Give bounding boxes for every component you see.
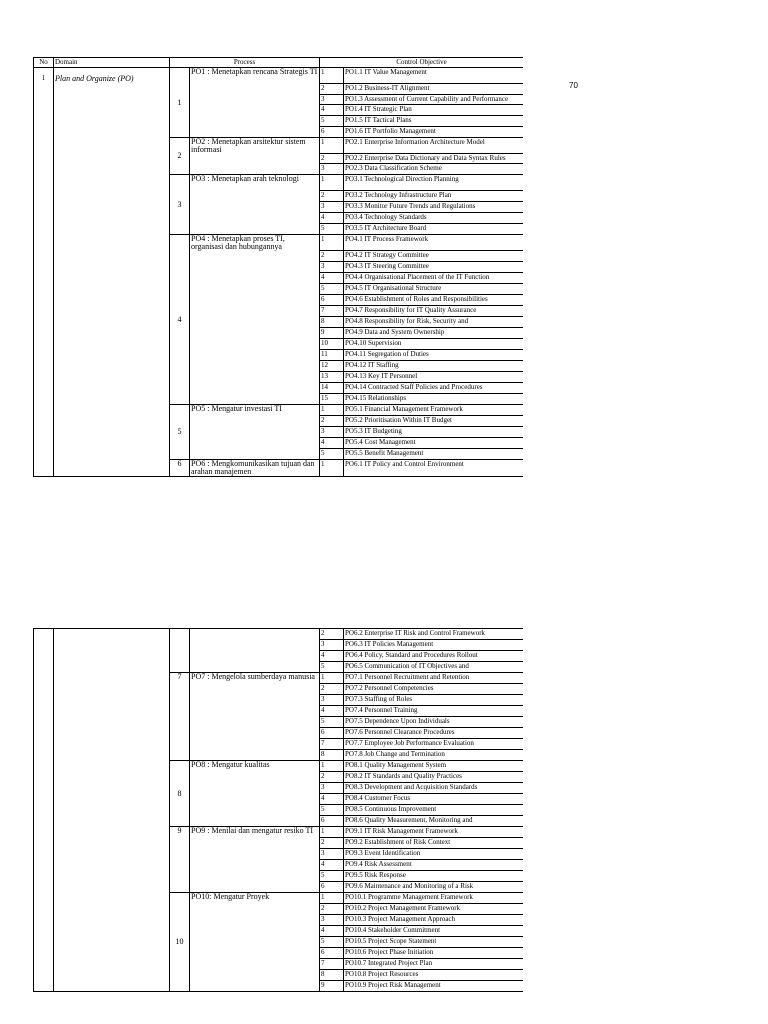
objective-number: 4: [320, 273, 344, 284]
control-objective: PO3.1 Technological Direction Planning: [344, 175, 523, 191]
objective-number: 12: [320, 361, 344, 372]
objective-number: 4: [320, 651, 344, 662]
control-objective: PO4.6 Establishment of Roles and Responsibilities: [344, 295, 523, 306]
control-objective: PO4.12 IT Staffing: [344, 361, 523, 372]
control-objective: PO5.4 Cost Management: [344, 438, 523, 449]
control-objective: PO7.7 Employee Job Performance Evaluation: [344, 739, 524, 750]
process-name: [190, 629, 320, 673]
objective-number: 6: [320, 882, 344, 893]
objective-number: 8: [320, 970, 344, 981]
process-name: PO5 : Mengatur investasi TI: [190, 405, 320, 460]
objective-number: 2: [320, 629, 344, 640]
table-row: [34, 629, 524, 640]
process-name: PO9 : Menilai dan mengatur resiko TI: [190, 827, 320, 893]
objective-number: 11: [320, 350, 344, 361]
control-objective: PO10.7 Integrated Project Plan: [344, 959, 524, 970]
control-objective: PO6.4 Policy, Standard and Procedures Rollout: [344, 651, 524, 662]
objective-number: 5: [320, 717, 344, 728]
objective-number: 1: [320, 673, 344, 684]
objective-number: 5: [320, 937, 344, 948]
objective-number: 3: [320, 915, 344, 926]
objective-number: 2: [320, 838, 344, 849]
header-control-objective: Control Objective: [320, 58, 523, 68]
control-objective: PO4.15 Relationships: [344, 394, 523, 405]
objective-number: 1: [320, 405, 344, 416]
control-objective: PO8.2 IT Standards and Quality Practices: [344, 772, 524, 783]
control-objective: PO7.1 Personnel Recruitment and Retention: [344, 673, 524, 684]
process-number: 6: [170, 460, 190, 477]
table-page-1: [33, 57, 523, 552]
objective-number: 15: [320, 394, 344, 405]
objective-number: 2: [320, 154, 344, 164]
control-objective: PO4.1 IT Process Framework: [344, 235, 523, 251]
objective-number: 8: [320, 750, 344, 761]
process-number: 2: [170, 138, 190, 175]
control-objective: PO7.8 Job Change and Termination: [344, 750, 524, 761]
objective-number: 6: [320, 948, 344, 959]
control-objective: PO10.6 Project Phase Initiation: [344, 948, 524, 959]
control-objective: PO3.4 Technology Standards: [344, 213, 523, 224]
control-objective: PO2.3 Data Classification Scheme: [344, 164, 523, 175]
control-objective: PO1.1 IT Value Management: [344, 68, 523, 84]
process-table-part-1: [33, 57, 523, 477]
control-objective: PO1.2 Business-IT Alignment: [344, 84, 523, 95]
control-objective: PO1.6 IT Portfolio Management: [344, 127, 523, 138]
process-number: 8: [170, 761, 190, 827]
control-objective: PO4.2 IT Strategy Committee: [344, 251, 523, 262]
process-name: PO2 : Menetapkan arsitektur sistem informasi: [190, 138, 320, 175]
process-number: [170, 629, 190, 673]
process-name: PO7 : Mengelola sumberdaya manusia: [190, 673, 320, 761]
process-number: 10: [170, 893, 190, 992]
objective-number: 1: [320, 235, 344, 251]
control-objective: PO4.14 Contracted Staff Policies and Procedures: [344, 383, 523, 394]
objective-number: 1: [320, 175, 344, 191]
control-objective: PO8.1 Quality Management System: [344, 761, 524, 772]
control-objective: PO7.6 Personnel Clearance Procedures: [344, 728, 524, 739]
objective-number: 9: [320, 981, 344, 992]
control-objective: PO2.1 Enterprise Information Architecture Model: [344, 138, 523, 154]
control-objective: PO8.6 Quality Measurement, Monitoring and: [344, 816, 524, 827]
objective-number: 3: [320, 202, 344, 213]
objective-number: 3: [320, 849, 344, 860]
process-number: 4: [170, 235, 190, 405]
control-objective: PO6.1 IT Policy and Control Environment: [344, 460, 523, 477]
control-objective: PO2.2 Enterprise Data Dictionary and Data Syntax Rules: [344, 154, 523, 164]
objective-number: 5: [320, 662, 344, 673]
control-objective: PO6.3 IT Policies Management: [344, 640, 524, 651]
control-objective: PO3.5 IT Architecture Board: [344, 224, 523, 235]
objective-number: 3: [320, 95, 344, 105]
objective-number: 5: [320, 116, 344, 127]
control-objective: PO7.4 Personnel Training: [344, 706, 524, 717]
objective-number: 2: [320, 191, 344, 202]
objective-number: 2: [320, 251, 344, 262]
objective-number: 6: [320, 728, 344, 739]
process-name: PO3 : Menetapkan arah teknologi: [190, 175, 320, 235]
objective-number: 2: [320, 904, 344, 915]
objective-number: 5: [320, 284, 344, 295]
process-name: PO4 : Menetapkan proses TI, organisasi dan hubungannya: [190, 235, 320, 405]
process-name: PO8 : Mengatur kualitas: [190, 761, 320, 827]
objective-number: 3: [320, 262, 344, 273]
domain-name: Plan and Organize (PO): [54, 68, 170, 477]
control-objective: PO7.5 Dependence Upon Individuals: [344, 717, 524, 728]
header-domain: Domain: [54, 58, 170, 68]
objective-number: 6: [320, 816, 344, 827]
header-no: No: [34, 58, 54, 68]
control-objective: PO1.5 IT Tactical Plans: [344, 116, 523, 127]
process-number: 5: [170, 405, 190, 460]
page-number: 70: [569, 81, 578, 90]
objective-number: 4: [320, 926, 344, 937]
objective-number: 3: [320, 427, 344, 438]
objective-number: 1: [320, 893, 344, 904]
control-objective: PO9.1 IT Risk Management Framework: [344, 827, 524, 838]
objective-number: 8: [320, 317, 344, 328]
domain-name-continued: [54, 629, 170, 992]
objective-number: 13: [320, 372, 344, 383]
objective-number: 9: [320, 328, 344, 339]
header-row: [34, 58, 524, 68]
objective-number: 7: [320, 306, 344, 317]
objective-number: 3: [320, 783, 344, 794]
objective-number: 4: [320, 860, 344, 871]
objective-number: 1: [320, 460, 344, 477]
control-objective: PO5.5 Benefit Management: [344, 449, 523, 460]
objective-number: 2: [320, 416, 344, 427]
control-objective: PO8.5 Continuous Improvement: [344, 805, 524, 816]
objective-number: 7: [320, 739, 344, 750]
control-objective: PO10.5 Project Scope Statement: [344, 937, 524, 948]
objective-number: 7: [320, 959, 344, 970]
objective-number: 1: [320, 68, 344, 84]
control-objective: PO6.5 Communication of IT Objectives and: [344, 662, 524, 673]
objective-number: 1: [320, 761, 344, 772]
table-row: [34, 68, 524, 84]
control-objective: PO4.9 Data and System Ownership: [344, 328, 523, 339]
table-page-2: [33, 628, 523, 1024]
objective-number: 5: [320, 224, 344, 235]
process-number: 1: [170, 68, 190, 138]
control-objective: PO5.3 IT Budgeting: [344, 427, 523, 438]
process-name: PO1 : Menetapkan rencana Strategis TI: [190, 68, 320, 138]
objective-number: 4: [320, 213, 344, 224]
objective-number: 1: [320, 827, 344, 838]
control-objective: PO6.2 Enterprise IT Risk and Control Framework: [344, 629, 524, 640]
objective-number: 4: [320, 438, 344, 449]
control-objective: PO4.10 Supervision: [344, 339, 523, 350]
process-name: PO10: Mengatur Proyek: [190, 893, 320, 992]
control-objective: PO9.6 Maintenance and Monitoring of a Risk: [344, 882, 524, 893]
objective-number: 4: [320, 706, 344, 717]
objective-number: 5: [320, 805, 344, 816]
objective-number: 4: [320, 105, 344, 116]
objective-number: 10: [320, 339, 344, 350]
control-objective: PO5.1 Financial Management Framework: [344, 405, 523, 416]
control-objective: PO10.3 Project Management Approach: [344, 915, 524, 926]
control-objective: PO5.2 Prioritisation Within IT Budget: [344, 416, 523, 427]
control-objective: PO10.4 Stakeholder Commitment: [344, 926, 524, 937]
control-objective: PO4.5 IT Organisational Structure: [344, 284, 523, 295]
control-objective: PO9.5 Risk Response: [344, 871, 524, 882]
objective-number: 5: [320, 871, 344, 882]
control-objective: PO7.3 Staffing of Roles: [344, 695, 524, 706]
control-objective: PO4.8 Responsibility for Risk, Security and: [344, 317, 523, 328]
control-objective: PO9.4 Risk Assessment: [344, 860, 524, 871]
objective-number: 1: [320, 138, 344, 154]
control-objective: PO10.2 Project Management Framework: [344, 904, 524, 915]
objective-number: 6: [320, 295, 344, 306]
process-table-part-2: [33, 628, 523, 992]
control-objective: PO8.3 Development and Acquisition Standards: [344, 783, 524, 794]
objective-number: 14: [320, 383, 344, 394]
control-objective: PO3.2 Technology Infrastructure Plan: [344, 191, 523, 202]
objective-number: 2: [320, 684, 344, 695]
control-objective: PO10.8 Project Resources: [344, 970, 524, 981]
objective-number: 5: [320, 449, 344, 460]
control-objective: PO4.3 IT Steering Committee: [344, 262, 523, 273]
objective-number: 4: [320, 794, 344, 805]
control-objective: PO1.3 Assessment of Current Capability and Performance: [344, 95, 523, 105]
control-objective: PO9.3 Event Identification: [344, 849, 524, 860]
control-objective: PO8.4 Customer Focus: [344, 794, 524, 805]
process-number: 3: [170, 175, 190, 235]
control-objective: PO7.2 Personnel Competencies: [344, 684, 524, 695]
process-number: 9: [170, 827, 190, 893]
objective-number: 3: [320, 164, 344, 175]
control-objective: PO10.1 Programme Management Framework: [344, 893, 524, 904]
control-objective: PO4.4 Organisational Placement of the IT Function: [344, 273, 523, 284]
control-objective: PO1.4 IT Strategic Plan: [344, 105, 523, 116]
objective-number: 6: [320, 127, 344, 138]
objective-number: 3: [320, 695, 344, 706]
control-objective: PO3.3 Monitor Future Trends and Regulations: [344, 202, 523, 213]
header-process: Process: [170, 58, 320, 68]
process-name: PO6 : Mengkomunikasikan tujuan dan arahan manajemen: [190, 460, 320, 477]
control-objective: PO4.7 Responsibility for IT Quality Assurance: [344, 306, 523, 317]
control-objective: PO10.9 Project Risk Management: [344, 981, 524, 992]
objective-number: 2: [320, 84, 344, 95]
objective-number: 2: [320, 772, 344, 783]
control-objective: PO9.2 Establishment of Risk Context: [344, 838, 524, 849]
domain-number: 1: [34, 68, 54, 477]
objective-number: 3: [320, 640, 344, 651]
control-objective: PO4.11 Segregation of Duties: [344, 350, 523, 361]
domain-number-continued: [34, 629, 54, 992]
process-number: 7: [170, 673, 190, 761]
control-objective: PO4.13 Key IT Personnel: [344, 372, 523, 383]
